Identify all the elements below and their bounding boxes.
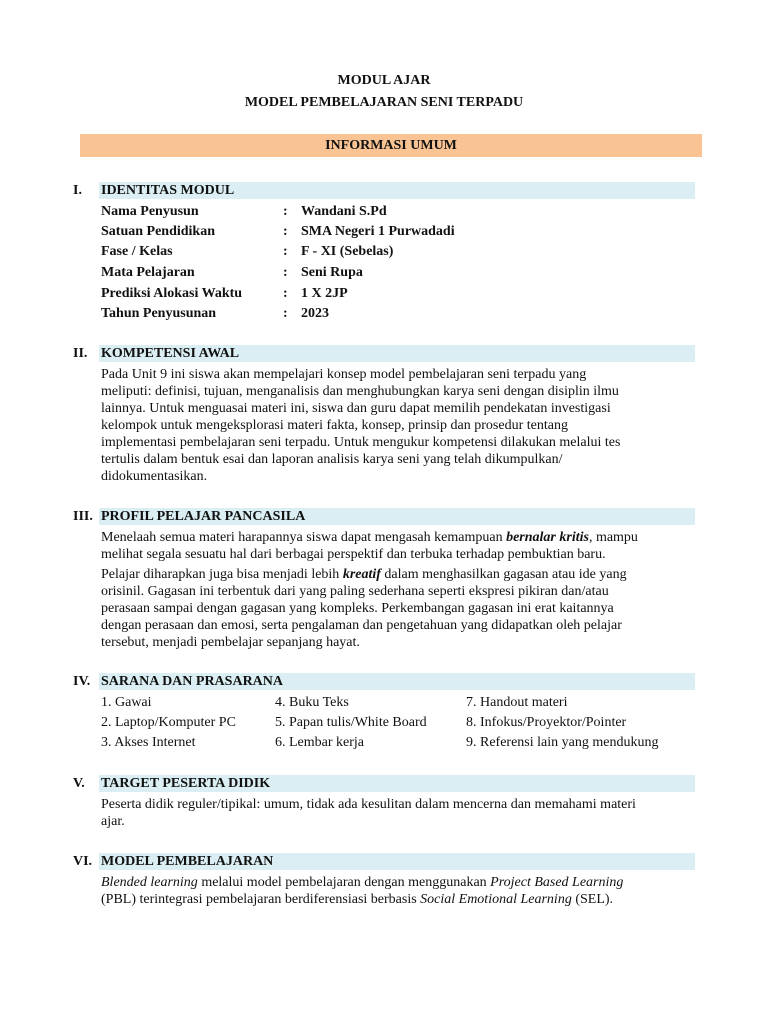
identity-colon: :: [283, 224, 288, 239]
document-title: MODUL AJAR: [337, 73, 431, 88]
text-run: melalui model pembelajaran dengan menggunakan: [197, 875, 491, 890]
section-number: V.: [73, 776, 85, 791]
identity-key: Mata Pelajaran: [101, 265, 195, 280]
text-run: (SEL).: [571, 892, 614, 907]
identity-value: Wandani S.Pd: [301, 204, 387, 219]
facility-item: 3. Akses Internet: [101, 735, 196, 750]
facility-item: 5. Papan tulis/White Board: [275, 715, 427, 730]
profil-paragraph-1: [101, 529, 695, 563]
info-banner: INFORMASI UMUM: [80, 134, 702, 157]
identity-colon: :: [283, 265, 288, 280]
text-line: orisinil. Gagasan ini terbentuk dari yang paling sederhana seperti ekspresi pikiran dan/atau: [101, 584, 609, 599]
profil-paragraph-2: [101, 566, 695, 651]
section-label: PROFIL PELAJAR PANCASILA: [101, 509, 306, 524]
text-line: [101, 891, 695, 908]
section-number: VI.: [73, 854, 93, 869]
identity-value: Seni Rupa: [301, 265, 363, 280]
identity-value: SMA Negeri 1 Purwadadi: [301, 224, 455, 239]
text-line: dengan perasaan dan emosi, serta pengalaman dan pengetahuan yang didapatkan oleh pelajar: [101, 618, 622, 633]
text-line: lainnya. Untuk menguasai materi ini, siswa dan guru dapat memilih pendekatan investigasi: [101, 401, 611, 416]
target-paragraph: [101, 796, 695, 830]
kompetensi-paragraph: [101, 366, 695, 485]
facility-item: 1. Gawai: [101, 695, 152, 710]
section-number: III.: [73, 509, 93, 524]
text-line: implementasi pembelajaran seni terpadu. Untuk mengukur kompetensi dilakukan melalui tes: [101, 435, 621, 450]
section-label: KOMPETENSI AWAL: [101, 346, 240, 361]
section-label: SARANA DAN PRASARANA: [101, 674, 284, 689]
text-run: Pelajar diharapkan juga bisa menjadi lebih: [101, 567, 343, 582]
section-number: I.: [73, 183, 82, 198]
text-line: [101, 566, 695, 583]
text-run: dalam menghasilkan gagasan atau ide yang: [380, 567, 627, 582]
identity-value: 2023: [301, 306, 329, 321]
identity-colon: :: [283, 306, 288, 321]
facility-item: 7. Handout materi: [466, 695, 568, 710]
identity-colon: :: [283, 244, 288, 259]
text-line: Pada Unit 9 ini siswa akan mempelajari konsep model pembelajaran seni terpadu yang: [101, 367, 587, 382]
emphasis-text: kreatif: [342, 567, 381, 582]
document-subtitle: MODEL PEMBELAJARAN SENI TERPADU: [244, 95, 524, 110]
text-line: [101, 874, 695, 891]
text-line: perasaan sampai dengan gagasan yang kompleks. Perkembangan gagasan ini erat kaitannya: [101, 601, 614, 616]
emphasis-text: bernalar kritis: [506, 530, 589, 545]
identity-value: F - XI (Sebelas): [301, 244, 394, 259]
section-header-identitas: [73, 182, 695, 199]
text-run: Menelaah semua materi harapannya siswa dapat mengasah kemampuan: [101, 530, 507, 545]
identity-key: Nama Penyusun: [101, 204, 199, 219]
section-label: MODEL PEMBELAJARAN: [101, 854, 274, 869]
section-number: IV.: [73, 674, 91, 689]
text-line: kelompok untuk mengeksplorasi materi fakta, konsep, prinsip dan prosedur tentang: [101, 418, 568, 433]
text-line: melihat segala sesuatu hal dari berbagai perspektif dan terbuka terhadap pembuktian baru.: [101, 547, 606, 562]
section-label: TARGET PESERTA DIDIK: [101, 776, 271, 791]
emphasis-text: Blended learning: [101, 875, 198, 890]
section-header-profil: [73, 508, 695, 525]
identity-colon: :: [283, 204, 288, 219]
text-line: [101, 529, 695, 546]
section-header-model: [73, 853, 695, 870]
text-line: Peserta didik reguler/tipikal: umum, tidak ada kesulitan dalam mencerna dan memahami materi: [101, 797, 636, 812]
identity-key: Satuan Pendidikan: [101, 224, 215, 239]
identity-key: Tahun Penyusunan: [101, 306, 217, 321]
text-line: didokumentasikan.: [101, 469, 208, 484]
section-label: IDENTITAS MODUL: [101, 183, 235, 198]
facility-item: 8. Infokus/Proyektor/Pointer: [466, 715, 627, 730]
facility-item: 2. Laptop/Komputer PC: [101, 715, 236, 730]
text-line: tersebut, menjadi pembelajar sepanjang hayat.: [101, 635, 360, 650]
identity-colon: :: [283, 286, 288, 301]
text-run: , mampu: [588, 530, 638, 545]
identity-key: Prediksi Alokasi Waktu: [101, 286, 243, 301]
section-header-kompetensi: [73, 345, 695, 362]
section-header-target: [73, 775, 695, 792]
identity-key: Fase / Kelas: [101, 244, 173, 259]
section-header-sarana: [73, 673, 695, 690]
facility-item: 4. Buku Teks: [275, 695, 349, 710]
facility-item: 6. Lembar kerja: [275, 735, 365, 750]
section-number: II.: [73, 346, 88, 361]
emphasis-text: Project Based Learning: [490, 875, 624, 890]
identity-value: 1 X 2JP: [301, 286, 348, 301]
text-run: (PBL) terintegrasi pembelajaran berdiferensiasi berbasis: [101, 892, 421, 907]
text-line: tertulis dalam bentuk esai dan laporan analisis karya seni yang telah dikumpulkan/: [101, 452, 563, 467]
emphasis-text: Social Emotional Learning: [420, 892, 572, 907]
text-line: meliputi: definisi, tujuan, menganalisis dan menghubungkan karya seni dengan disiplin ilmu: [101, 384, 619, 399]
text-line: ajar.: [101, 814, 125, 829]
model-paragraph: [101, 874, 695, 908]
facility-item: 9. Referensi lain yang mendukung: [466, 735, 659, 750]
